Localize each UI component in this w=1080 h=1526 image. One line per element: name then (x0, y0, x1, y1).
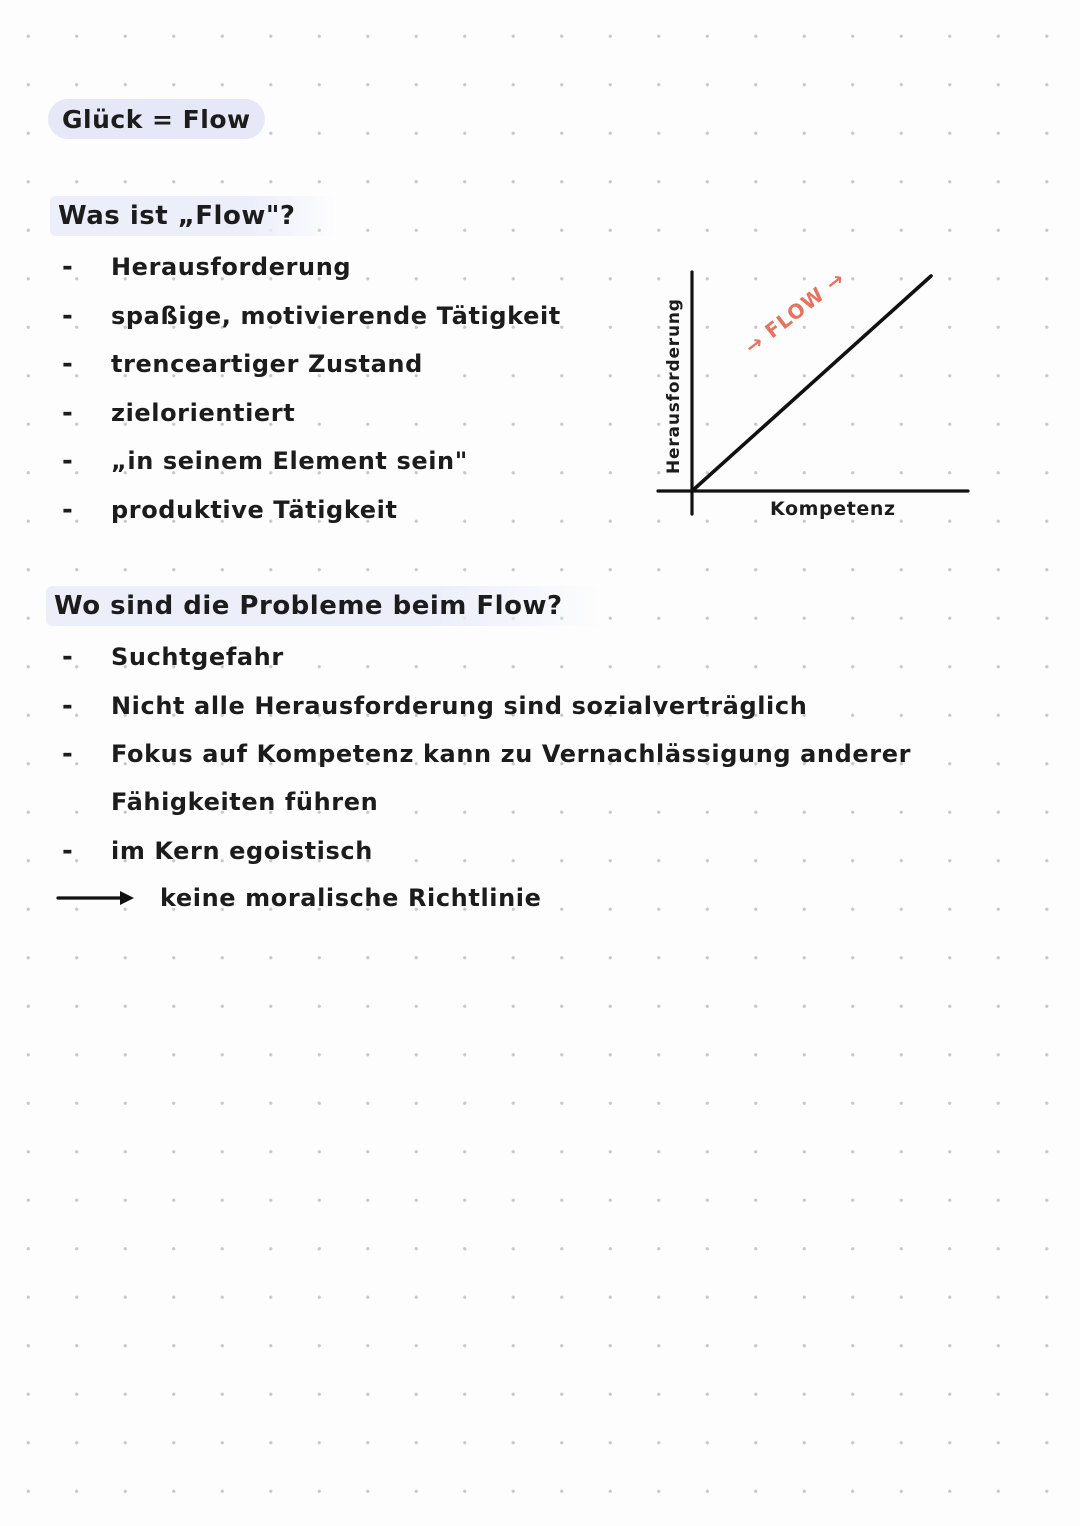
heading-what-is-flow: Was ist „Flow"? (50, 196, 336, 236)
bullet-dash: - (62, 836, 74, 866)
title-highlight (48, 99, 265, 139)
list-item-text: produktive Tätigkeit (111, 495, 398, 524)
list-item (62, 730, 941, 827)
list-item-text: im Kern egoistisch (111, 837, 373, 865)
heading-flow-problems: Wo sind die Probleme beim Flow? (46, 586, 602, 626)
y-axis-label: Herausforderung (664, 298, 684, 474)
page-title: Glück = Flow (62, 104, 251, 134)
bullet-dash: - (62, 690, 74, 721)
list-item-text: Fokus auf Kompetenz kann zu Vernachlässigung anderer Fähigkeiten führen (111, 740, 912, 816)
list-item-text: Nicht alle Herausforderung sind sozialverträglich (111, 691, 808, 720)
flow-problems-list (62, 633, 941, 876)
conclusion (56, 875, 542, 921)
list-item-text: spaßige, motivierende Tätigkeit (111, 301, 561, 330)
bullet-dash: - (62, 642, 74, 672)
bullet-dash: - (62, 300, 74, 331)
long-arrow-icon (56, 888, 138, 908)
bullet-dash: - (62, 349, 74, 379)
list-item (62, 633, 941, 682)
list-item-text: „in seinem Element sein" (111, 447, 468, 475)
list-item-text: zielorientiert (111, 398, 296, 427)
bullet-dash: - (62, 494, 74, 525)
flow-label: → FLOW → (740, 265, 850, 359)
list-item-text: Herausforderung (111, 253, 352, 281)
list-item-text: Suchtgefahr (111, 643, 284, 671)
x-axis-label: Kompetenz (770, 498, 896, 520)
bullet-dash: - (62, 446, 74, 476)
conclusion-text: keine moralische Richtlinie (160, 884, 542, 912)
list-item-text: trenceartiger Zustand (111, 350, 423, 378)
list-item (62, 827, 941, 876)
bullet-dash: - (62, 252, 74, 282)
list-item (62, 682, 941, 731)
bullet-dash: - (62, 397, 74, 428)
bullet-dash: - (62, 739, 74, 769)
